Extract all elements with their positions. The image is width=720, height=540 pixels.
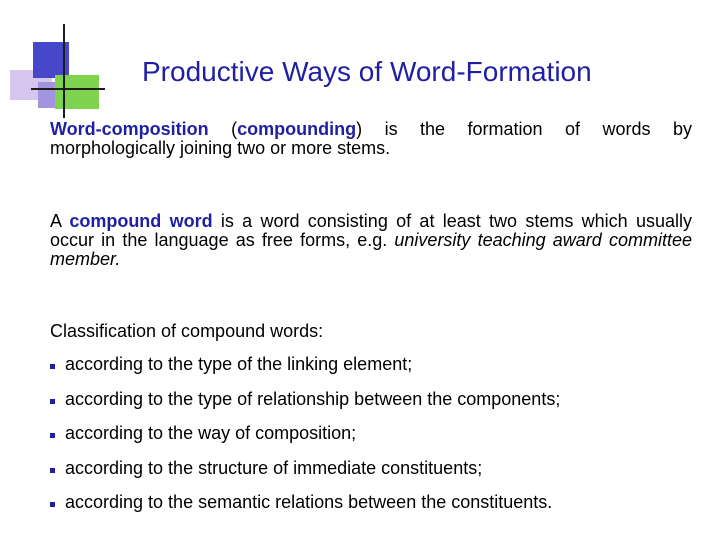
paragraph1-rest: ) is the formation of words by morphologically joining two or more stems. (50, 119, 692, 158)
square-bullet-icon (50, 364, 55, 369)
classification-list (50, 355, 560, 528)
list-item-text: according to the way of composition; (65, 423, 357, 443)
classification-label: Classification of compound words: (50, 321, 324, 341)
deco-horizontal-line (31, 88, 105, 90)
slide-title: Productive Ways of Word-Formation (142, 56, 592, 87)
term-compounding: compounding (237, 119, 357, 139)
paragraph-compound-word (50, 212, 692, 269)
list-item (50, 355, 560, 390)
deco-green-square (55, 75, 99, 109)
list-item (50, 424, 560, 459)
example-phrase: university teaching award committee member. (50, 230, 692, 269)
term-word-composition: Word-composition (50, 119, 209, 139)
list-item (50, 459, 560, 494)
list-item-text: according to the structure of immediate constituents; (65, 457, 483, 478)
list-item-text: according to the semantic relations between the constituents. (65, 492, 553, 512)
square-bullet-icon (50, 468, 55, 473)
list-item (50, 390, 560, 425)
square-bullet-icon (50, 502, 55, 507)
paragraph2-middle: is a word consisting of at least two stems which usually occur in the language as free forms, e.g. (50, 211, 692, 250)
deco-vertical-line (63, 24, 65, 118)
term-compound-word: compound word (69, 211, 213, 231)
open-paren: ( (208, 119, 238, 139)
list-item-text: according to the type of the linking element; (65, 354, 413, 374)
square-bullet-icon (50, 399, 55, 404)
paragraph-word-composition (50, 120, 692, 158)
list-item-text: according to the type of relationship between the components; (65, 388, 561, 409)
paragraph2-lead: A (50, 211, 70, 231)
square-bullet-icon (50, 433, 55, 438)
decorative-logo (0, 0, 110, 120)
list-item (50, 493, 560, 528)
